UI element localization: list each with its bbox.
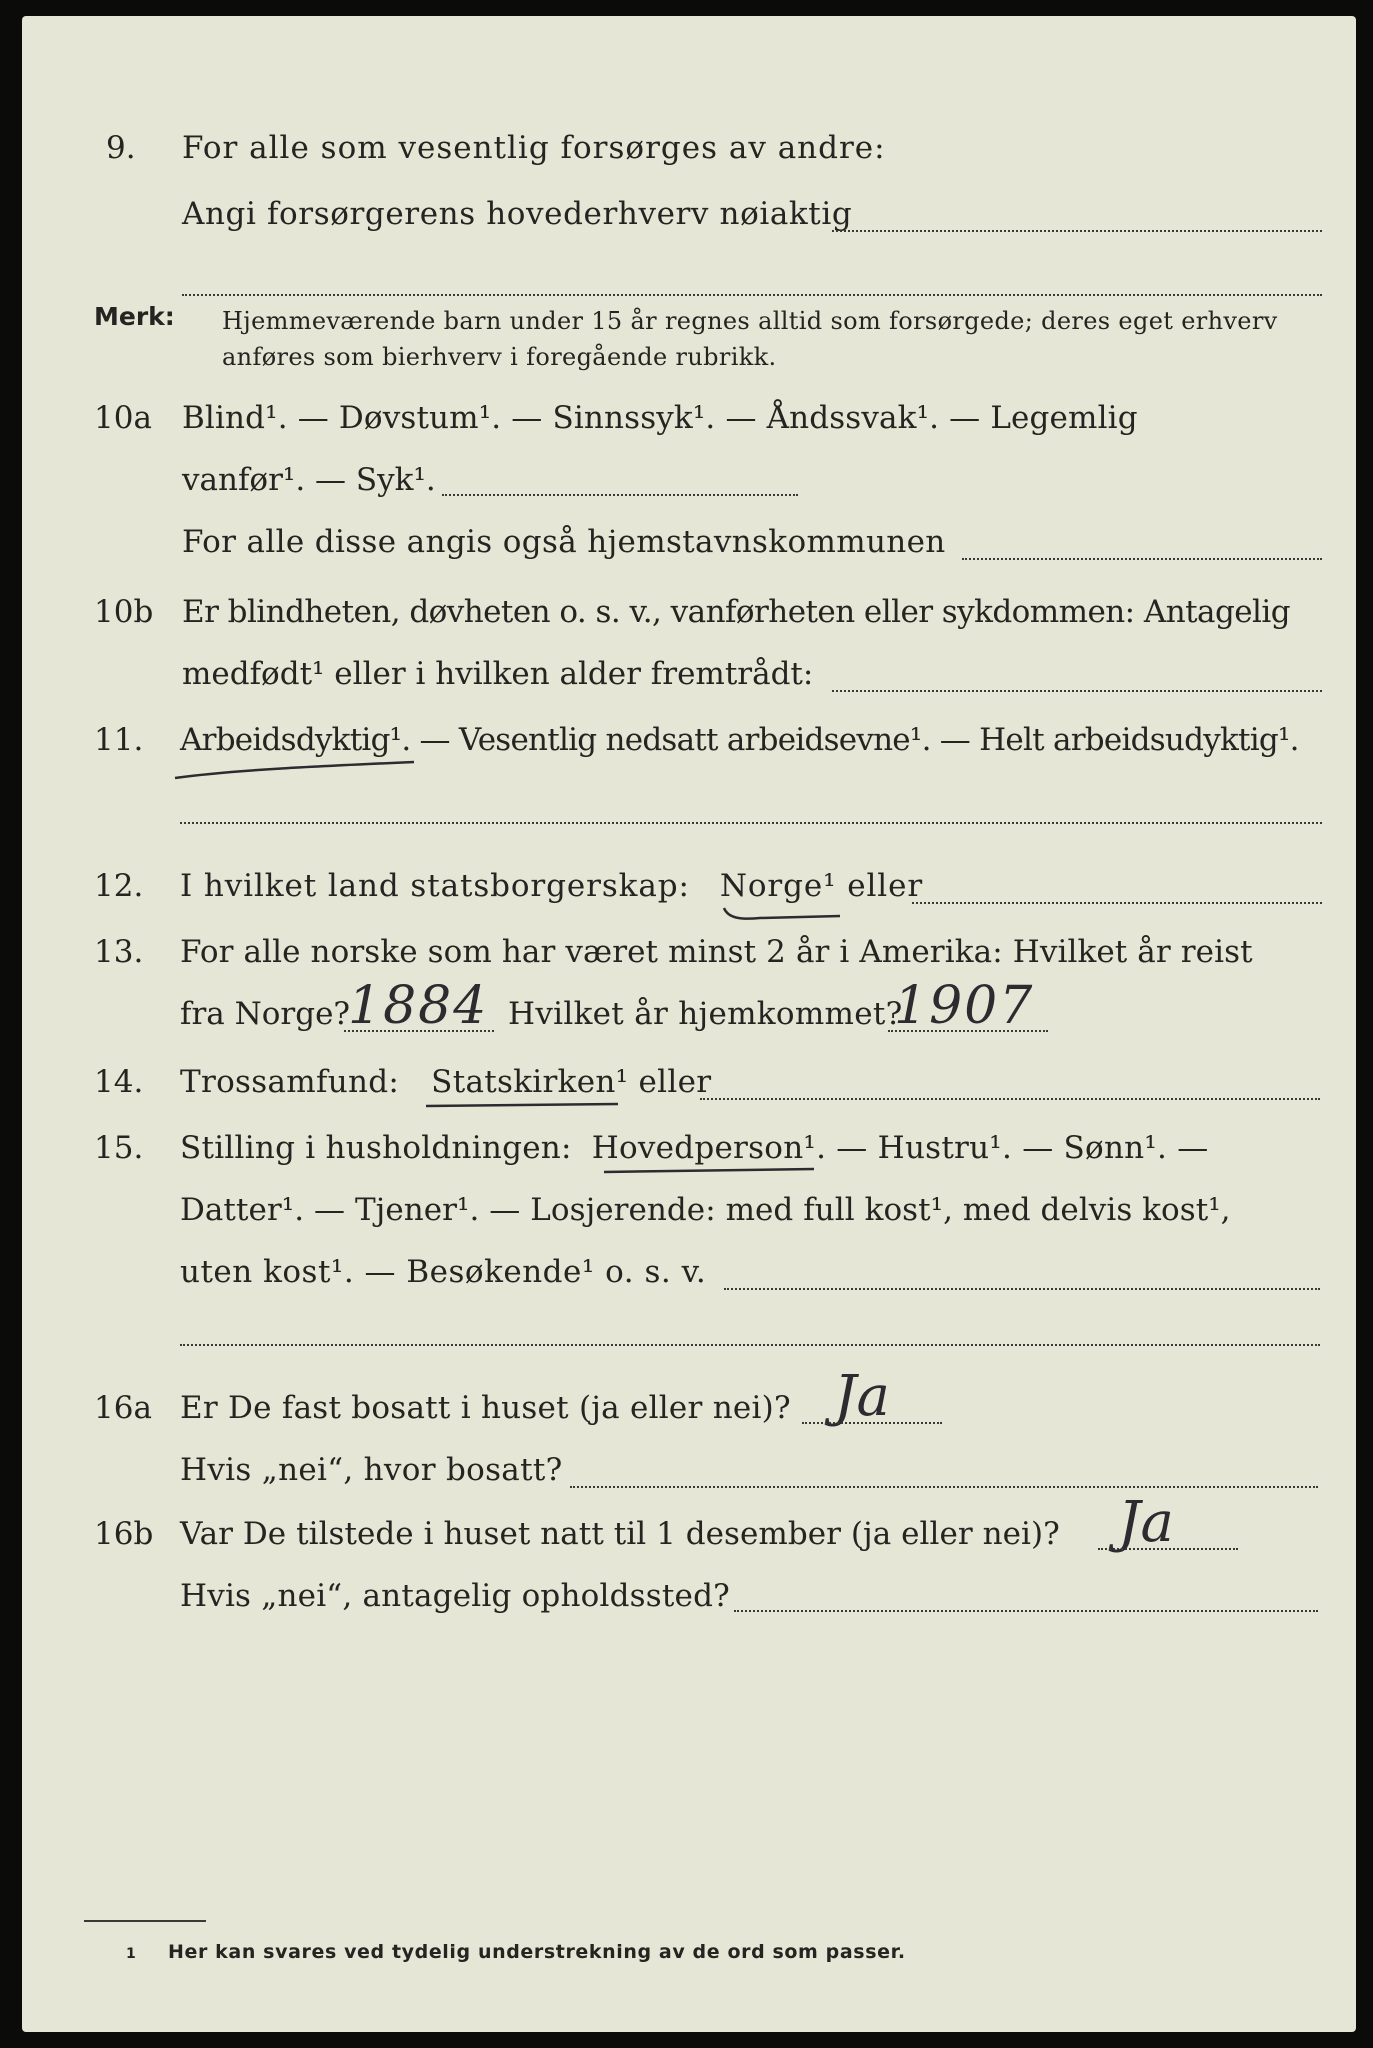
q14-number: 14. [94, 1064, 144, 1100]
footnote-rule [84, 1920, 206, 1922]
q15-line1-rest: ¹. — Hustru¹. — Sønn¹. — [803, 1130, 1209, 1166]
q9-answer-line[interactable] [832, 230, 1322, 232]
q13-line2b: Hvilket år hjemkommet? [508, 996, 903, 1032]
q10a-line2: vanfør¹. — Syk¹. [182, 462, 436, 498]
q14-line [180, 1064, 711, 1100]
q13-line1: For alle norske som har været minst 2 år i Amerika: Hvilket år reist [180, 934, 1253, 970]
q10a-hjemstavn-answer-line[interactable] [962, 558, 1322, 560]
q15-answer-line[interactable] [724, 1288, 1320, 1290]
q9-answer-line-2[interactable] [182, 294, 1322, 296]
q10b-answer-line[interactable] [832, 690, 1322, 692]
q10b-number: 10b [94, 594, 154, 630]
q12-prefix: I hvilket land statsborgerskap: [180, 868, 690, 904]
footnote-mark: 1 [126, 1946, 136, 1962]
q15-line1 [180, 1130, 1209, 1166]
q12-suffix: ¹ eller [823, 868, 924, 904]
footnote-text: Her kan svares ved tydelig understrekning av de ord som passer. [168, 1941, 906, 1963]
q16b-answer-line[interactable] [1098, 1548, 1238, 1550]
q15-line3: uten kost¹. — Besøkende¹ o. s. v. [180, 1254, 707, 1290]
q12-line [180, 868, 923, 904]
q16b-number: 16b [94, 1516, 154, 1552]
q14-option-statskirken[interactable]: Statskirken [431, 1064, 616, 1100]
q12-number: 12. [94, 868, 144, 904]
q12-underline-mark [720, 904, 850, 928]
q9-number: 9. [106, 130, 136, 166]
q14-underline-mark [424, 1098, 624, 1116]
q10a-line1: Blind¹. — Døvstum¹. — Sinnssyk¹. — Åndssvak¹. — Legemlig [182, 400, 1138, 436]
q14-prefix: Trossamfund: [180, 1064, 400, 1100]
q16a-answer[interactable]: Ja [834, 1364, 890, 1429]
q16b-line2: Hvis „nei“, antagelig opholdssted? [180, 1578, 730, 1614]
q16a-answer-line[interactable] [802, 1422, 942, 1424]
q16b-answer[interactable]: Ja [1118, 1490, 1174, 1555]
q10a-line3: For alle disse angis også hjemstavnskommunen [182, 524, 946, 560]
q13-answer-returned-year[interactable]: 1907 [894, 976, 1035, 1036]
merk-line1: Hjemmeværende barn under 15 år regnes alltid som forsørgede; deres eget erhverv [222, 307, 1278, 335]
q15-option-hovedperson[interactable]: Hovedperson [591, 1130, 804, 1166]
q15-line2: Datter¹. — Tjener¹. — Losjerende: med full kost¹, med delvis kost¹, [180, 1192, 1231, 1228]
q10a-number: 10a [94, 400, 152, 436]
q11-answer-line[interactable] [180, 822, 1322, 824]
q16b-line1: Var De tilstede i huset natt til 1 desember (ja eller nei)? [180, 1516, 1060, 1552]
q15-answer-line-2[interactable] [180, 1344, 1320, 1346]
census-form-page [22, 16, 1356, 2032]
q11-line1-rest: ¹. — Vesentlig nedsatt arbeidsevne¹. — Helt arbeidsudyktig¹. [389, 722, 1299, 758]
q9-line1: For alle som vesentlig forsørges av andre: [182, 130, 886, 166]
q16b-stay-answer-line[interactable] [734, 1610, 1318, 1612]
q14-suffix: ¹ eller [615, 1064, 712, 1100]
merk-line2: anføres som bierhverv i foregående rubrikk. [222, 343, 777, 371]
q15-prefix: Stilling i husholdningen: [180, 1130, 572, 1166]
q16a-residence-answer-line[interactable] [570, 1486, 1318, 1488]
q11-underline-mark [172, 756, 422, 786]
q10b-line1: Er blindheten, døvheten o. s. v., vanførheten eller sykdommen: Antagelig [182, 594, 1291, 630]
q16a-line1: Er De fast bosatt i huset (ja eller nei)? [180, 1390, 791, 1426]
q9-line2: Angi forsørgerens hovederhverv nøiaktig [182, 196, 853, 232]
q13-number: 13. [94, 934, 144, 970]
q11-option-arbeidsdyktig[interactable]: Arbeidsdyktig [180, 722, 390, 758]
merk-label: Merk: [94, 302, 175, 331]
q16a-number: 16a [94, 1390, 152, 1426]
q13-answer-line-2[interactable] [888, 1030, 1048, 1032]
q11-number: 11. [94, 722, 144, 758]
q13-line2a: fra Norge? [180, 996, 351, 1032]
q16a-line2: Hvis „nei“, hvor bosatt? [180, 1452, 563, 1488]
q12-answer-line[interactable] [912, 902, 1322, 904]
form-content [22, 16, 1356, 2032]
q10a-syk-answer-line[interactable] [442, 494, 798, 496]
q12-option-norge[interactable]: Norge [719, 868, 824, 904]
q11-line1 [180, 722, 1299, 758]
q14-answer-line[interactable] [700, 1098, 1320, 1100]
q13-answer-emigrated-year[interactable]: 1884 [348, 976, 489, 1036]
q13-answer-line-1[interactable] [344, 1030, 494, 1032]
q15-underline-mark [602, 1162, 822, 1182]
q15-number: 15. [94, 1130, 144, 1166]
q10b-line2: medfødt¹ eller i hvilken alder fremtrådt: [182, 656, 814, 692]
